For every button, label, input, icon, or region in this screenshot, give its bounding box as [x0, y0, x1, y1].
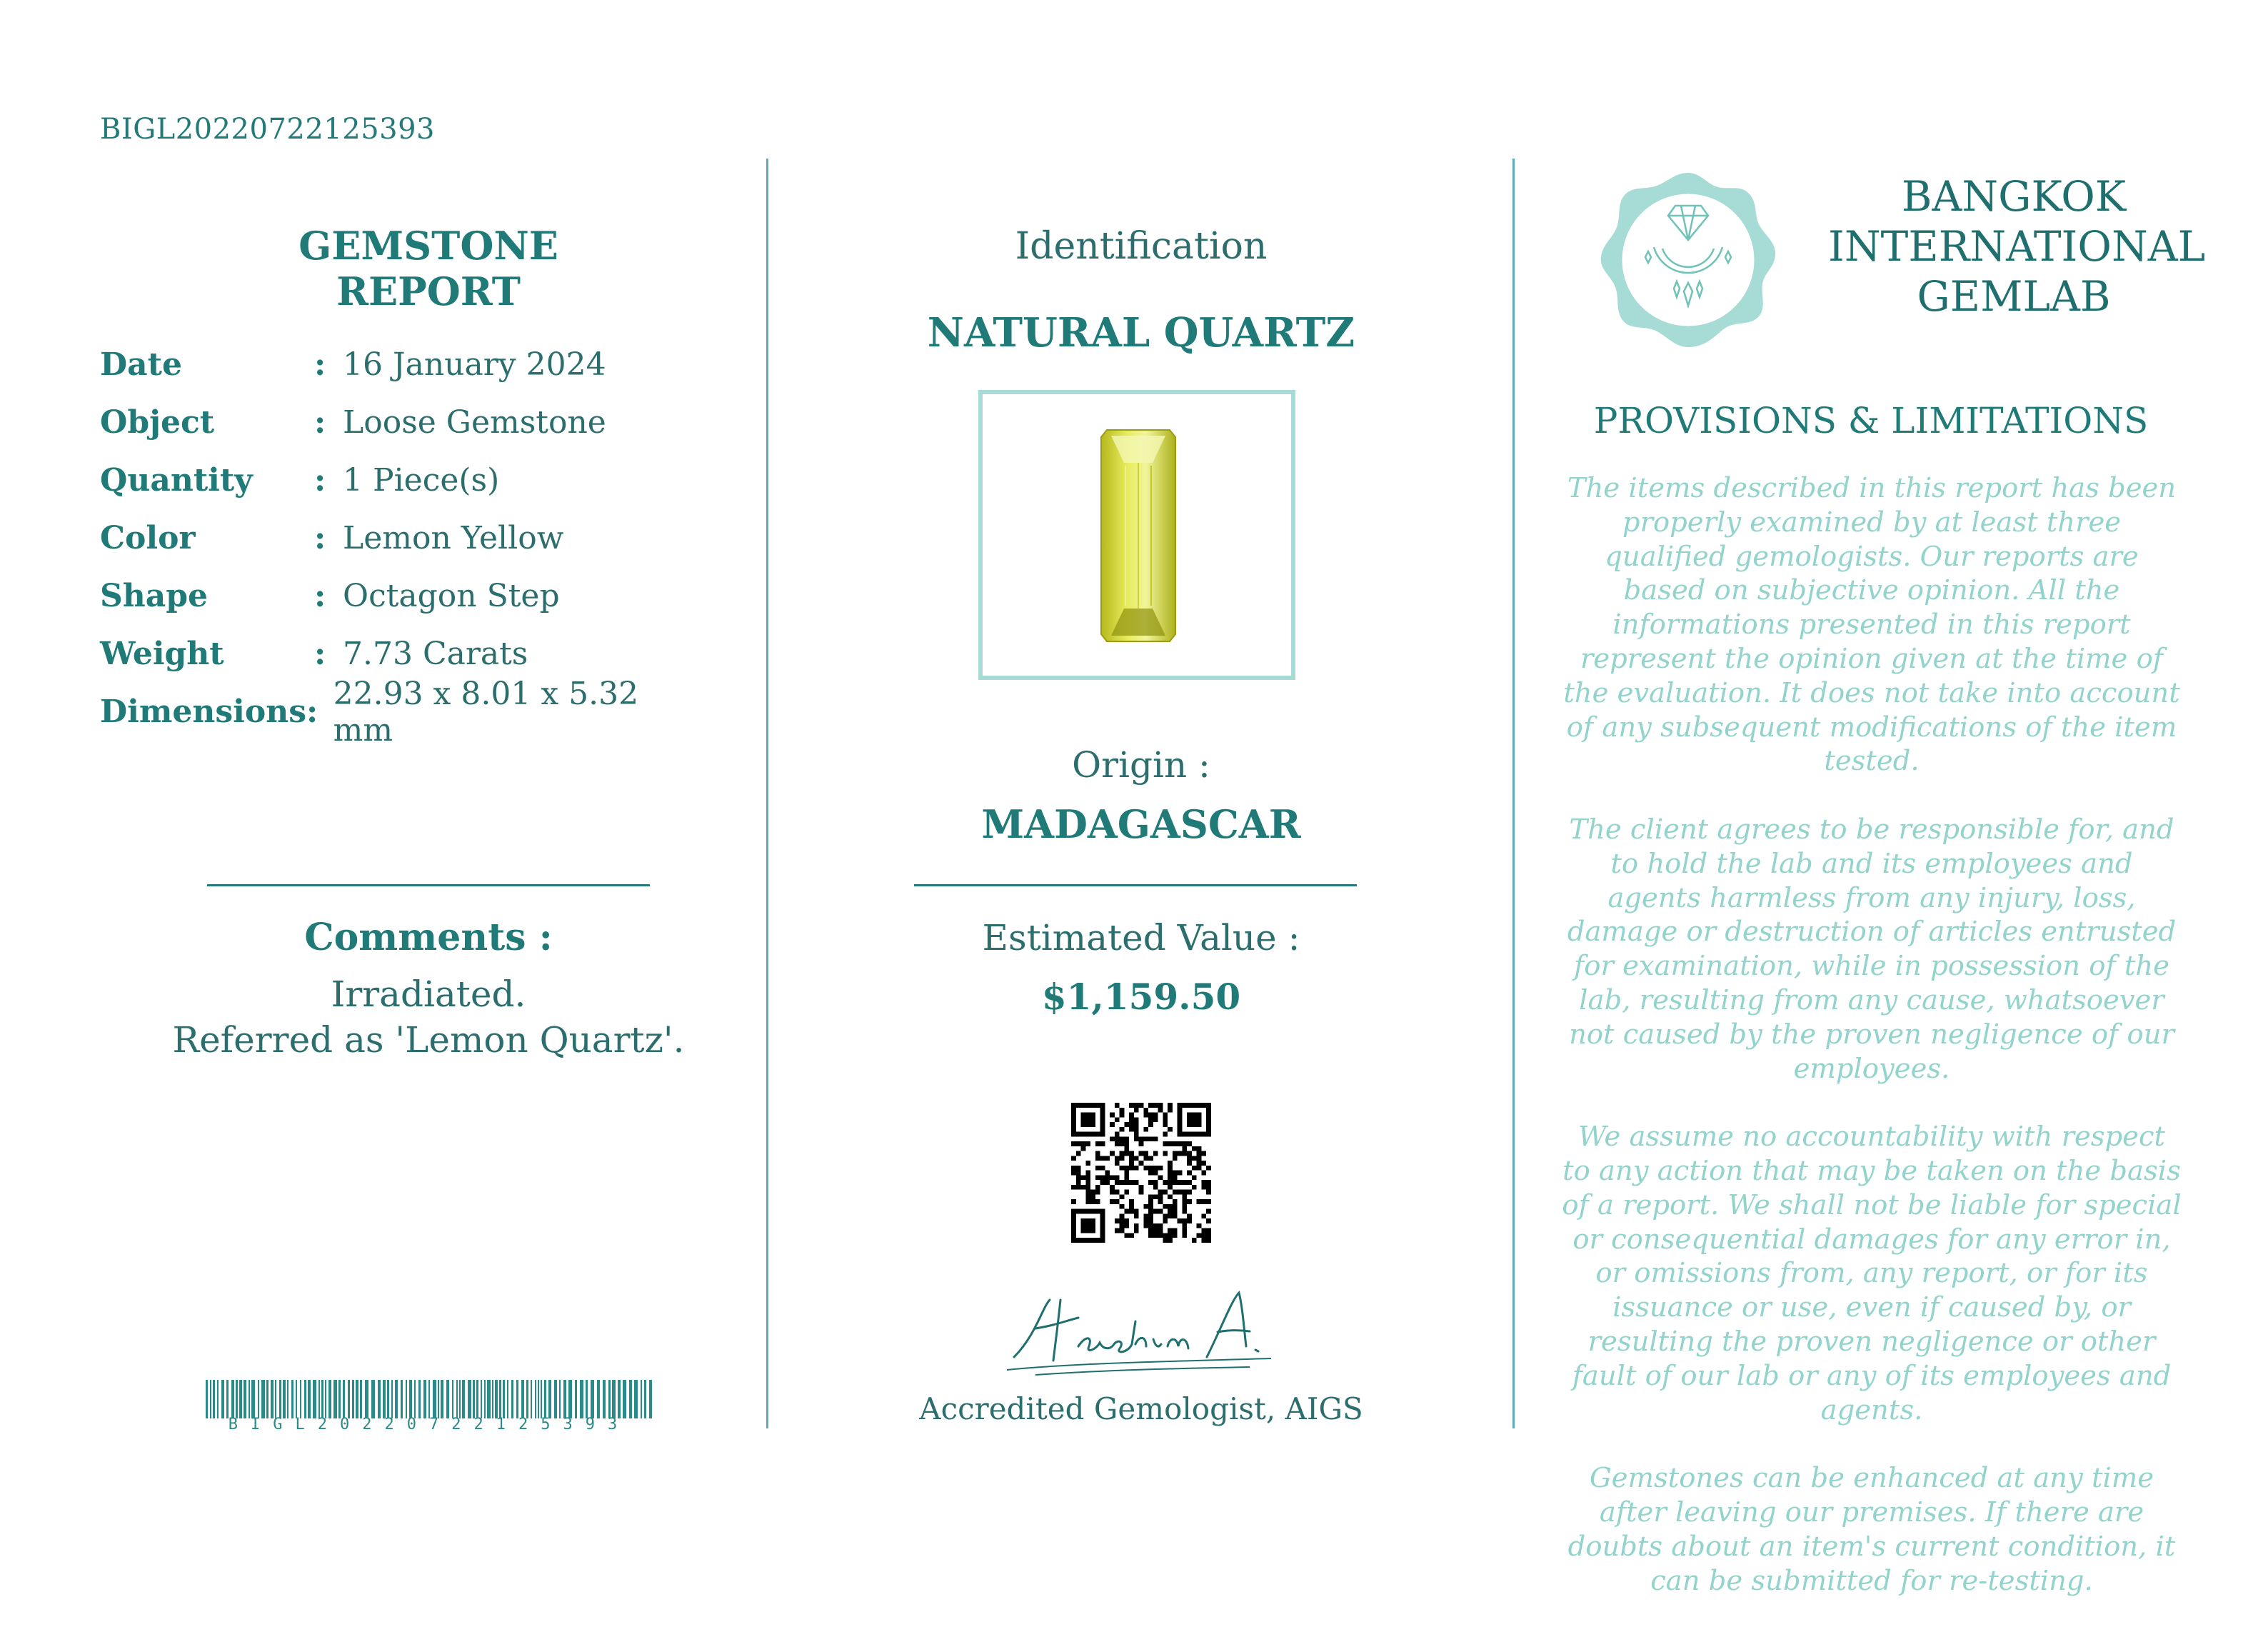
gem-photo-frame	[978, 390, 1295, 680]
estimated-value-label: Estimated Value :	[982, 917, 1300, 958]
signature-text: Hashim A.	[993, 1278, 997, 1279]
lab-name	[1828, 171, 2206, 321]
field-value: 1 Piece(s)	[343, 462, 500, 499]
field-label: Date	[100, 346, 182, 383]
report-id: BIGL20220722125393	[100, 113, 435, 146]
origin-label: Origin :	[1072, 744, 1210, 786]
details-list	[100, 336, 686, 749]
estimated-value-amount: $1,159.50	[1041, 976, 1241, 1018]
field-value: Lemon Yellow	[343, 520, 564, 556]
field-value: 16 January 2024	[343, 346, 606, 383]
gem-name: NATURAL QUARTZ	[927, 309, 1355, 356]
comments-divider	[207, 884, 650, 886]
provisions-title: PROVISIONS & LIMITATIONS	[1593, 400, 2149, 441]
field-colon: :	[306, 694, 318, 730]
signature-icon	[993, 1278, 1278, 1378]
field-value: Octagon Step	[343, 578, 560, 614]
lab-name-line: INTERNATIONAL	[1828, 222, 2206, 271]
field-object	[100, 394, 686, 451]
origin-value: MADAGASCAR	[981, 801, 1301, 847]
field-value: Loose Gemstone	[343, 404, 606, 441]
barcode-number: BIGL20220722125393	[228, 1416, 631, 1433]
comments-text	[171, 971, 686, 1063]
barcode-icon	[206, 1380, 653, 1418]
field-value: 7.73 Carats	[343, 636, 528, 672]
gemologist-title: Accredited Gemologist, AIGS	[919, 1391, 1363, 1426]
field-date	[100, 336, 686, 394]
field-colon: :	[314, 346, 326, 383]
gem-photo	[983, 394, 1291, 676]
provision-paragraph: The client agrees to be responsible for, and to hold the lab and its employees and agents harmless from any injury, loss, damage or destruction of articles entrusted for examination, while in possession of the lab, resulting from any cause, whatsoever not caused by the proven negligence of our employees.	[1567, 813, 2177, 1085]
field-label: Weight	[100, 636, 224, 672]
comment-line: Irradiated.	[331, 973, 526, 1015]
field-colon: :	[314, 520, 326, 556]
lab-seal-icon	[1597, 169, 1780, 351]
value-divider	[914, 884, 1357, 886]
field-colon: :	[314, 404, 326, 441]
qr-code-icon	[1071, 1103, 1211, 1243]
field-colon: :	[314, 462, 326, 499]
field-label: Object	[100, 404, 215, 441]
provision-paragraph: Gemstones can be enhanced at any time after leaving our premises. If there are doubts about an item's current condition, it can be submitted for re-testing.	[1567, 1462, 2176, 1597]
lab-name-line: BANGKOK	[1901, 172, 2127, 221]
provisions-text	[1561, 471, 2182, 1632]
field-value: 22.93 x 8.01 x 5.32 mm	[333, 675, 639, 749]
report-title: GEMSTONE REPORT	[298, 223, 558, 314]
field-label: Dimensions	[100, 694, 307, 730]
field-colon: :	[314, 578, 326, 614]
provision-paragraph: The items described in this report has been properly examined by at least three qualified gemologists. Our reports are based on subjective opinion. All the informations presented in this report represent the opinion given at the time of the evaluation. It does not take into account of any subsequent modifications of the item tested.	[1563, 472, 2180, 778]
field-label: Color	[100, 520, 196, 556]
comment-line: Referred as 'Lemon Quartz'.	[172, 1019, 685, 1061]
lab-name-line: GEMLAB	[1917, 272, 2111, 321]
field-label: Shape	[100, 578, 209, 614]
field-dimensions	[100, 675, 686, 749]
field-colon: :	[314, 636, 326, 672]
identification-label: Identification	[1015, 225, 1268, 268]
provision-paragraph: We assume no accountability with respect to any action that may be taken on the basis of a report. We shall not be liable for special or consequential damages for any error in, or omissions from, any report, or for its issuance or use, even if caused by, or resulting the proven negligence or other fault of our lab or any of its employees and agents.	[1562, 1121, 2182, 1426]
field-color	[100, 509, 686, 567]
field-shape	[100, 567, 686, 625]
field-label: Quantity	[100, 462, 253, 499]
field-quantity	[100, 451, 686, 509]
field-weight	[100, 625, 686, 683]
comments-title: Comments :	[304, 916, 553, 959]
